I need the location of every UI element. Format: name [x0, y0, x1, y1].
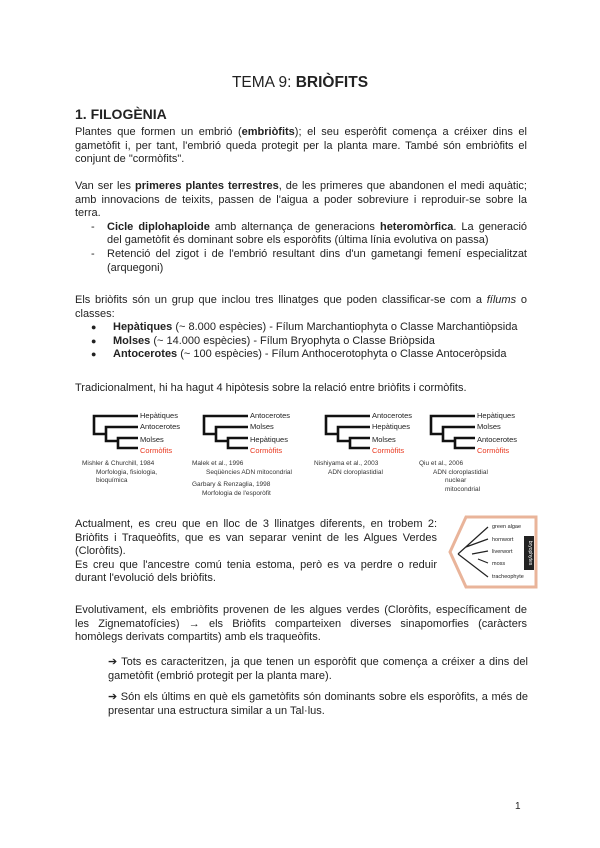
cladogram-label: Molses [372, 435, 396, 444]
cladogram-caption: ADN cloroplastidial [433, 468, 488, 476]
list-item: - Cicle diplohaploide amb alternança de generacions heteromòrfica. La generació del gametòfit és dominant sobre els esporòfits (última línia evolutiva on passa) [75, 221, 527, 248]
cladogram-caption: Mishler & Churchill, 1984 [82, 460, 155, 467]
svg-text:tracheophyte: tracheophyte [492, 574, 524, 580]
cladogram-caption: Nishiyama et al., 2003 [314, 460, 379, 467]
section-heading: 1. FILOGÈNIA [75, 106, 167, 122]
cladogram-label: Cormòfits [477, 446, 510, 455]
paragraph-5: Actualment, es creu que en lloc de 3 llinatges diferents, en trobem 2: Briòfits i Traqueòfits, que es van separar venint de les Algues Verdes (Cloròfits). Es creu que l'ancestre comú tenia estoma, però es va perdre o reduir durant l'evolució dels briòfits. [75, 518, 437, 585]
paragraph-2: Van ser les primeres plantes terrestres, de les primeres que abandonen el medi aquàtic; amb innovacions de teixits, passen de l'aigua a poder sobreviure i reproduir-se sobre la terra. - Cicle diplohaploide amb alternança de generacions heteromòrfica. La generació del gametòfit és dominant sobre els esporòfits (última línia evolutiva on passa) - Retenció del zigot i de l'embrió resultant dins d'un gametangi femení especialitzat (arquegoni) [75, 180, 527, 275]
algae-phylogeny-figure [448, 514, 540, 590]
cladogram-label: Cormòfits [250, 446, 283, 455]
cladogram-label: Antocerotes [372, 411, 413, 420]
cladogram-label: Hepàtiques [140, 411, 178, 420]
cladogram-caption: Qiu et al., 2006 [419, 460, 464, 467]
svg-text:moss: moss [492, 561, 506, 567]
svg-text:bryophytes: bryophytes [527, 540, 533, 566]
cladogram-caption: Malek et al., 1996 [192, 460, 244, 467]
arrow-point-1: ➔ Tots es caracteritzen, ja que tenen un esporòfit que comença a créixer a dins del gametòfit (embrió protegit per la planta mare). [108, 656, 528, 682]
cladogram-label: Antocerotes [250, 411, 291, 420]
cladogram-tree [320, 408, 372, 463]
cladogram-label: Cormòfits [140, 446, 173, 455]
paragraph-7: Evolutivament, els embriòfits provenen de les algues verdes (Cloròfits, específicament de les Zignematofícies) → els Briòfits comparteixen diverses sinapomorfies (caràcters homòlegs derivats compartits) amb els traqueòfits. [75, 604, 527, 644]
cladogram-4 [419, 408, 535, 518]
paragraph-1: Plantes que formen un embrió (embriòfits); el seu esperòfit comença a créixer dins el gametòfit i, per tant, l'embrió queda protegit per la planta mare. També són embriòfits el conjunt de "cormòfits". [75, 126, 527, 166]
cladogram-label: Molses [250, 422, 274, 431]
cladogram-label: Hepàtiques [477, 411, 515, 420]
cladogram-1 [82, 408, 198, 518]
cladogram-label: Cormòfits [372, 446, 405, 455]
list-item: ● Molses (~ 14.000 espècies) - Fílum Bryophyta o Classe Briòpsida [75, 335, 527, 349]
title-prefix: TEMA 9: [231, 74, 296, 91]
title-bold: BRIÒFITS [295, 74, 369, 91]
cladogram-caption: nuclear [445, 477, 467, 484]
cladogram-caption: Morfologia, fisiologia, [96, 468, 158, 476]
svg-text:green algae: green algae [492, 524, 522, 530]
cladogram-label: Molses [140, 435, 164, 444]
cladogram-caption: bioquímica [96, 477, 128, 484]
cladogram-caption: ADN cloroplastidial [328, 468, 383, 476]
cladogram-label: Hepàtiques [372, 422, 410, 431]
paragraph-4: Tradicionalment, hi ha hagut 4 hipòtesis sobre la relació entre briòfits i cormòfits. [75, 382, 467, 394]
cladogram-caption: Seqüències ADN mitocondrial [206, 468, 292, 476]
arrow-point-2: ➔ Són els últims en què els gametòfits són dominants sobre els esporòfits, a més de presentar una estructura similar a un Tal·lus. [108, 691, 528, 717]
cladogram-caption: Morfologia de l'esporòfit [202, 489, 271, 497]
cladogram-label: Antocerotes [140, 422, 181, 431]
list-item: ● Antocerotes (~ 100 espècies) - Fílum Anthocerotophyta o Classe Antoceròpsida [75, 348, 527, 362]
cladogram-3 [314, 408, 430, 518]
paragraph-3: Els briòfits són un grup que inclou tres llinatges que poden classificar-se com a fílums o classes: ● Hepàtiques (~ 8.000 espècies) - Fílum Marchantiophyta o Classe Marchantiòpsida ● Molses (~ 14.000 espècies) - Fílum Bryophyta o Classe Briòpsida ● Antocerotes (~ 100 espècies) - Fílum Anthocerotophyta o Classe Antoceròpsida [75, 294, 527, 362]
cladogram-label: Molses [477, 422, 501, 431]
cladogram-2 [192, 408, 308, 518]
page-number: 1 [515, 801, 521, 812]
svg-text:liverwort: liverwort [492, 549, 513, 555]
cladogram-caption: Garbary & Renzaglia, 1998 [192, 481, 271, 488]
cladogram-tree [88, 408, 140, 463]
cladogram-tree [198, 408, 250, 463]
cladogram-caption: mitocondrial [445, 485, 481, 493]
cladogram-label: Hepàtiques [250, 435, 288, 444]
cladogram-tree [425, 408, 477, 463]
svg-text:hornwort: hornwort [492, 537, 514, 543]
cladogram-label: Antocerotes [477, 435, 518, 444]
list-item: ● Hepàtiques (~ 8.000 espècies) - Fílum Marchantiophyta o Classe Marchantiòpsida [75, 321, 527, 335]
page-title [0, 76, 600, 90]
list-item: - Retenció del zigot i de l'embrió resultant dins d'un gametangi femení especialitzat (arquegoni) [75, 248, 527, 275]
